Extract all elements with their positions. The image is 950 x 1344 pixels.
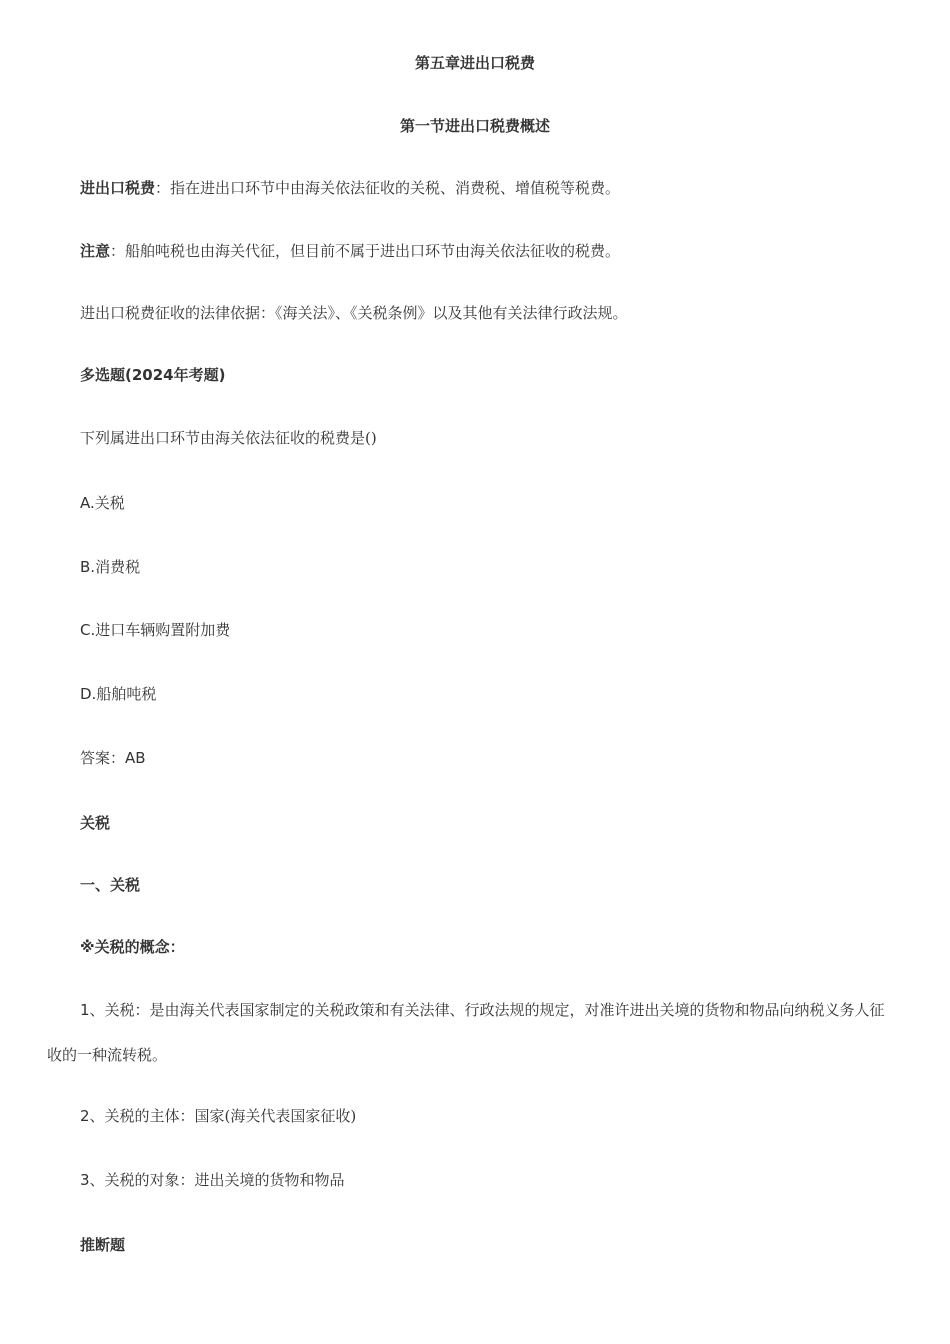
option-a-text: 关税 <box>94 494 125 512</box>
note-text: ：船舶吨税也由海关代征，但目前不属于进出口环节由海关依法征收的税费。 <box>110 242 621 260</box>
tariff-subheading: 一、关税 <box>80 876 141 894</box>
point-3-number: 3 <box>80 1171 90 1189</box>
definition-text: ：指在进出口环节中由海关依法征收的关税、消费税、增值税等税费。 <box>155 179 621 197</box>
option-b <box>80 557 140 577</box>
tariff-heading: 关税 <box>80 814 111 832</box>
option-a <box>80 493 125 513</box>
option-c <box>80 620 230 640</box>
judgment-heading: 推断题 <box>80 1236 126 1254</box>
tariff-concept-heading: ※关税的概念： <box>80 938 185 956</box>
definition-term: 进出口税费 <box>80 179 156 197</box>
option-d <box>80 684 156 704</box>
question-text: 下列属进出口环节由海关依法征收的税费是() <box>80 429 377 447</box>
point-1-paragraph <box>47 988 897 1078</box>
point-3-text: 、关税的对象：进出关境的货物和物品 <box>89 1171 345 1189</box>
option-a-letter: A. <box>80 494 95 512</box>
point-3-paragraph <box>80 1170 345 1190</box>
answer-label: 答案： <box>80 749 126 767</box>
option-c-letter: C. <box>80 621 96 639</box>
option-c-text: 进口车辆购置附加费 <box>95 621 231 639</box>
definition-paragraph <box>80 178 620 198</box>
point-1-text: 、关税：是由海关代表国家制定的关税政策和有关法律、行政法规的规定，对准许进出关境的货物和物品向纳税义务人征收的一种流转税。 <box>47 1001 885 1064</box>
point-2-text: 、关税的主体：国家(海关代表国家征收) <box>89 1107 357 1125</box>
answer-line <box>80 748 146 768</box>
chapter-title: 第五章进出口税费 <box>414 54 535 72</box>
section-title: 第一节进出口税费概述 <box>399 117 550 135</box>
answer-value: AB <box>125 749 146 767</box>
option-d-letter: D. <box>80 685 97 703</box>
point-2-paragraph <box>80 1106 356 1126</box>
note-term: 注意 <box>80 242 111 260</box>
note-paragraph <box>80 241 620 261</box>
question-type-heading: 多选题(2024年考题) <box>80 366 226 384</box>
legal-basis-paragraph: 进出口税费征收的法律依据：《海关法》、《关税条例》以及其他有关法律行政法规。 <box>80 304 628 322</box>
option-b-letter: B. <box>80 558 96 576</box>
point-2-number: 2 <box>80 1107 90 1125</box>
point-1-number: 1 <box>80 1001 90 1019</box>
option-b-text: 消费税 <box>95 558 141 576</box>
option-d-text: 船舶吨税 <box>96 685 157 703</box>
